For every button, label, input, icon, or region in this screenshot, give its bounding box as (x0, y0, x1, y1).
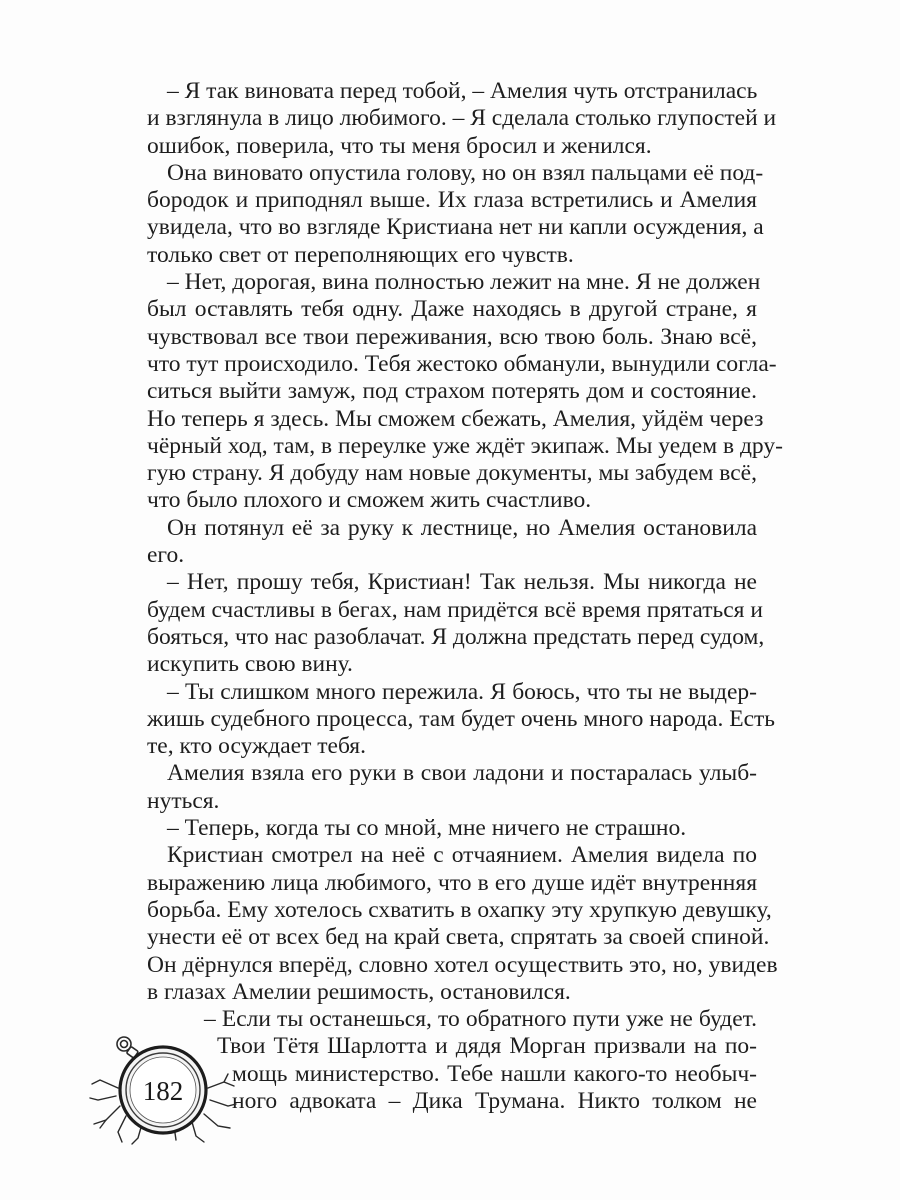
text-line: – Я так виновата перед тобой, – Амелия чуть отстранилась (167, 78, 758, 104)
text-line: Он потянул её за руку к лестнице, но Амелия остановила (167, 514, 757, 541)
page-number-badge (88, 1028, 238, 1146)
text-line: Она виновато опустила голову, но он взял пальцами её под- (167, 159, 764, 186)
text-line: – Нет, дорогая, вина полностью лежит на мне. Я не должен (167, 269, 761, 296)
text-line: что было плохого и сможем жить счастливо. (147, 487, 592, 514)
page-number: 182 (142, 1076, 184, 1106)
text-line: – Нет, прошу тебя, Кристиан! Так нельзя. Мы никогда не (167, 569, 757, 596)
watch-crown (117, 1037, 138, 1058)
text-line: и взглянула в лицо любимого. – Я сделала столько глупостей и (147, 105, 777, 132)
text-line: бояться, что нас разоблачат. Я должна предстать перед судом, (147, 623, 765, 650)
text-line: те, кто осуждает тебя. (147, 733, 366, 760)
text-line: только свет от переполняющих его чувств. (147, 241, 574, 268)
text-line: – Теперь, когда ты со мной, мне ничего не страшно. (167, 815, 687, 842)
text-line: борьба. Ему хотелось схватить в охапку эту хрупкую девушку, (147, 896, 772, 923)
text-line: в глазах Амелии решимость, остановился. (147, 978, 571, 1005)
text-line: бородок и приподнял выше. Их глаза встретились и Амелия (147, 187, 757, 214)
text-line: что тут происходило. Тебя жестоко обманули, вынудили согла- (147, 350, 777, 377)
text-line: ного адвоката – Дика Трумана. Никто толком не (232, 1087, 757, 1114)
text-line: унести её от всех бед на край света, спрятать за своей спиной. (147, 924, 770, 951)
text-line: – Ты слишком много пережила. Я боюсь, что ты не выдер- (167, 678, 757, 705)
text-line: нуться. (147, 787, 220, 814)
text-line: ошибок, поверила, что ты меня бросил и женился. (147, 132, 652, 159)
pocket-watch-icon (88, 1028, 238, 1146)
body-text (147, 78, 783, 1115)
text-line: чувствовал все твои переживания, всю твою боль. Знаю всё, (147, 323, 757, 350)
text-line: чёрный ход, там, в переулке уже ждёт экипаж. Мы уедем в дру- (147, 432, 783, 459)
text-line: Но теперь я здесь. Мы сможем сбежать, Амелия, уйдём через (147, 405, 764, 432)
text-line: искупить свою вину. (147, 651, 353, 678)
text-line: Кристиан смотрел на неё с отчаянием. Амелия видела по (167, 842, 757, 869)
text-line: будем счастливы в бегах, нам придётся всё время прятаться и (147, 596, 763, 623)
text-line: его. (147, 542, 185, 569)
text-line: – Если ты останешься, то обратного пути уже не будет. (204, 1006, 757, 1033)
text-line: мощь министерство. Тебе нашли какого-то необыч- (232, 1060, 757, 1087)
text-line: Он дёрнулся вперёд, словно хотел осуществить это, но, увидев (147, 951, 778, 978)
text-line: ситься выйти замуж, под страхом потерять дом и состояние. (147, 378, 757, 405)
text-line: гую страну. Я добуду нам новые документы, мы забудем всё, (147, 460, 757, 487)
text-line: был оставлять тебя одну. Даже находясь в другой стране, я (147, 296, 757, 323)
text-line: Амелия взяла его руки в свои ладони и постаралась улыб- (167, 760, 757, 787)
text-line: выражению лица любимого, что в его душе идёт внутренняя (147, 869, 757, 896)
text-line: жишь судебного процесса, там будет очень много народа. Есть (147, 705, 776, 732)
text-line: Твои Тётя Шарлотта и дядя Морган призвали на по- (217, 1033, 757, 1060)
text-line: увидела, что во взгляде Кристиана нет ни капли осуждения, а (147, 214, 764, 241)
